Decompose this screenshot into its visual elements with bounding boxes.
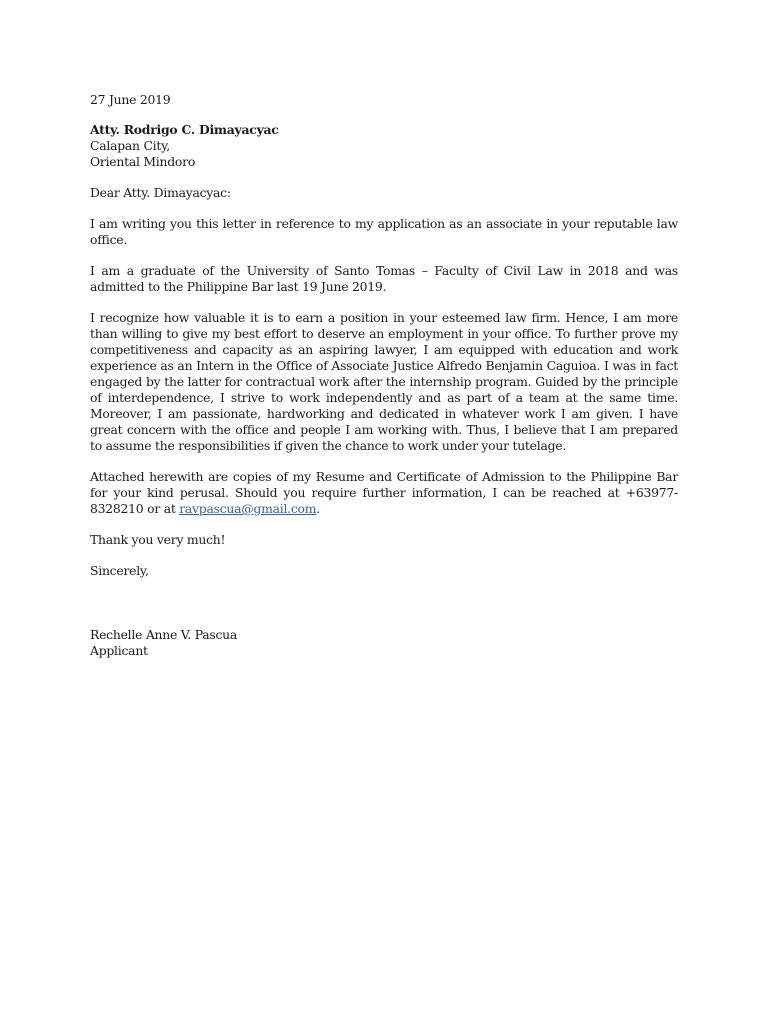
recipient-name: Atty. Rodrigo C. Dimayacyac — [90, 122, 279, 137]
recipient-address-line2: Oriental Mindoro — [90, 154, 196, 169]
closing-line: Thank you very much! — [90, 532, 226, 547]
body-paragraph-3: I recognize how valuable it is to earn a position in your esteemed law firm. Hence, I am more than willing to give my best effort to deserve an employment in your office. To further prove my competitiveness and capacity as an aspiring lawyer, I am equipped with education and work experience as an Intern in the Office of Associate Justice Alfredo Benjamin Caguioa. I was in fact engaged by the latter for contractual work after the internship program. Guided by the principle of interdependence, I strive to work independently and as part of a team at the same time. Moreover, I am passionate, hardworking and dedicated in whatever work I am given. I have great concern with the office and people I am working with. Thus, I believe that I am prepared to assume the responsibilities if given the chance to work under your tutelage. — [90, 310, 678, 453]
signer-title: Applicant — [90, 643, 148, 658]
recipient-block — [90, 122, 678, 170]
signoff: Sincerely, — [90, 563, 149, 578]
attachment-text-end: . — [316, 501, 320, 516]
recipient-address-line1: Calapan City, — [90, 138, 170, 153]
signer-block — [90, 627, 678, 659]
salutation: Dear Atty. Dimayacyac: — [90, 185, 231, 200]
letter-page — [90, 92, 678, 659]
attachment-paragraph — [90, 469, 678, 517]
body-paragraph-2: I am a graduate of the University of Santo Tomas – Faculty of Civil Law in 2018 and was admitted to the Philippine Bar last 19 June 2019. — [90, 263, 678, 294]
attachment-text: Attached herewith are copies of my Resume and Certificate of Admission to the Philippine Bar for your kind perusal. Should you require further information, I can be reached at +63977-8328210 or at — [90, 469, 678, 516]
body-paragraph-1: I am writing you this letter in reference to my application as an associate in your reputable law office. — [90, 216, 678, 247]
letter-date: 27 June 2019 — [90, 92, 171, 107]
email-link[interactable]: ravpascua@gmail.com — [179, 501, 317, 516]
signer-name: Rechelle Anne V. Pascua — [90, 627, 238, 642]
